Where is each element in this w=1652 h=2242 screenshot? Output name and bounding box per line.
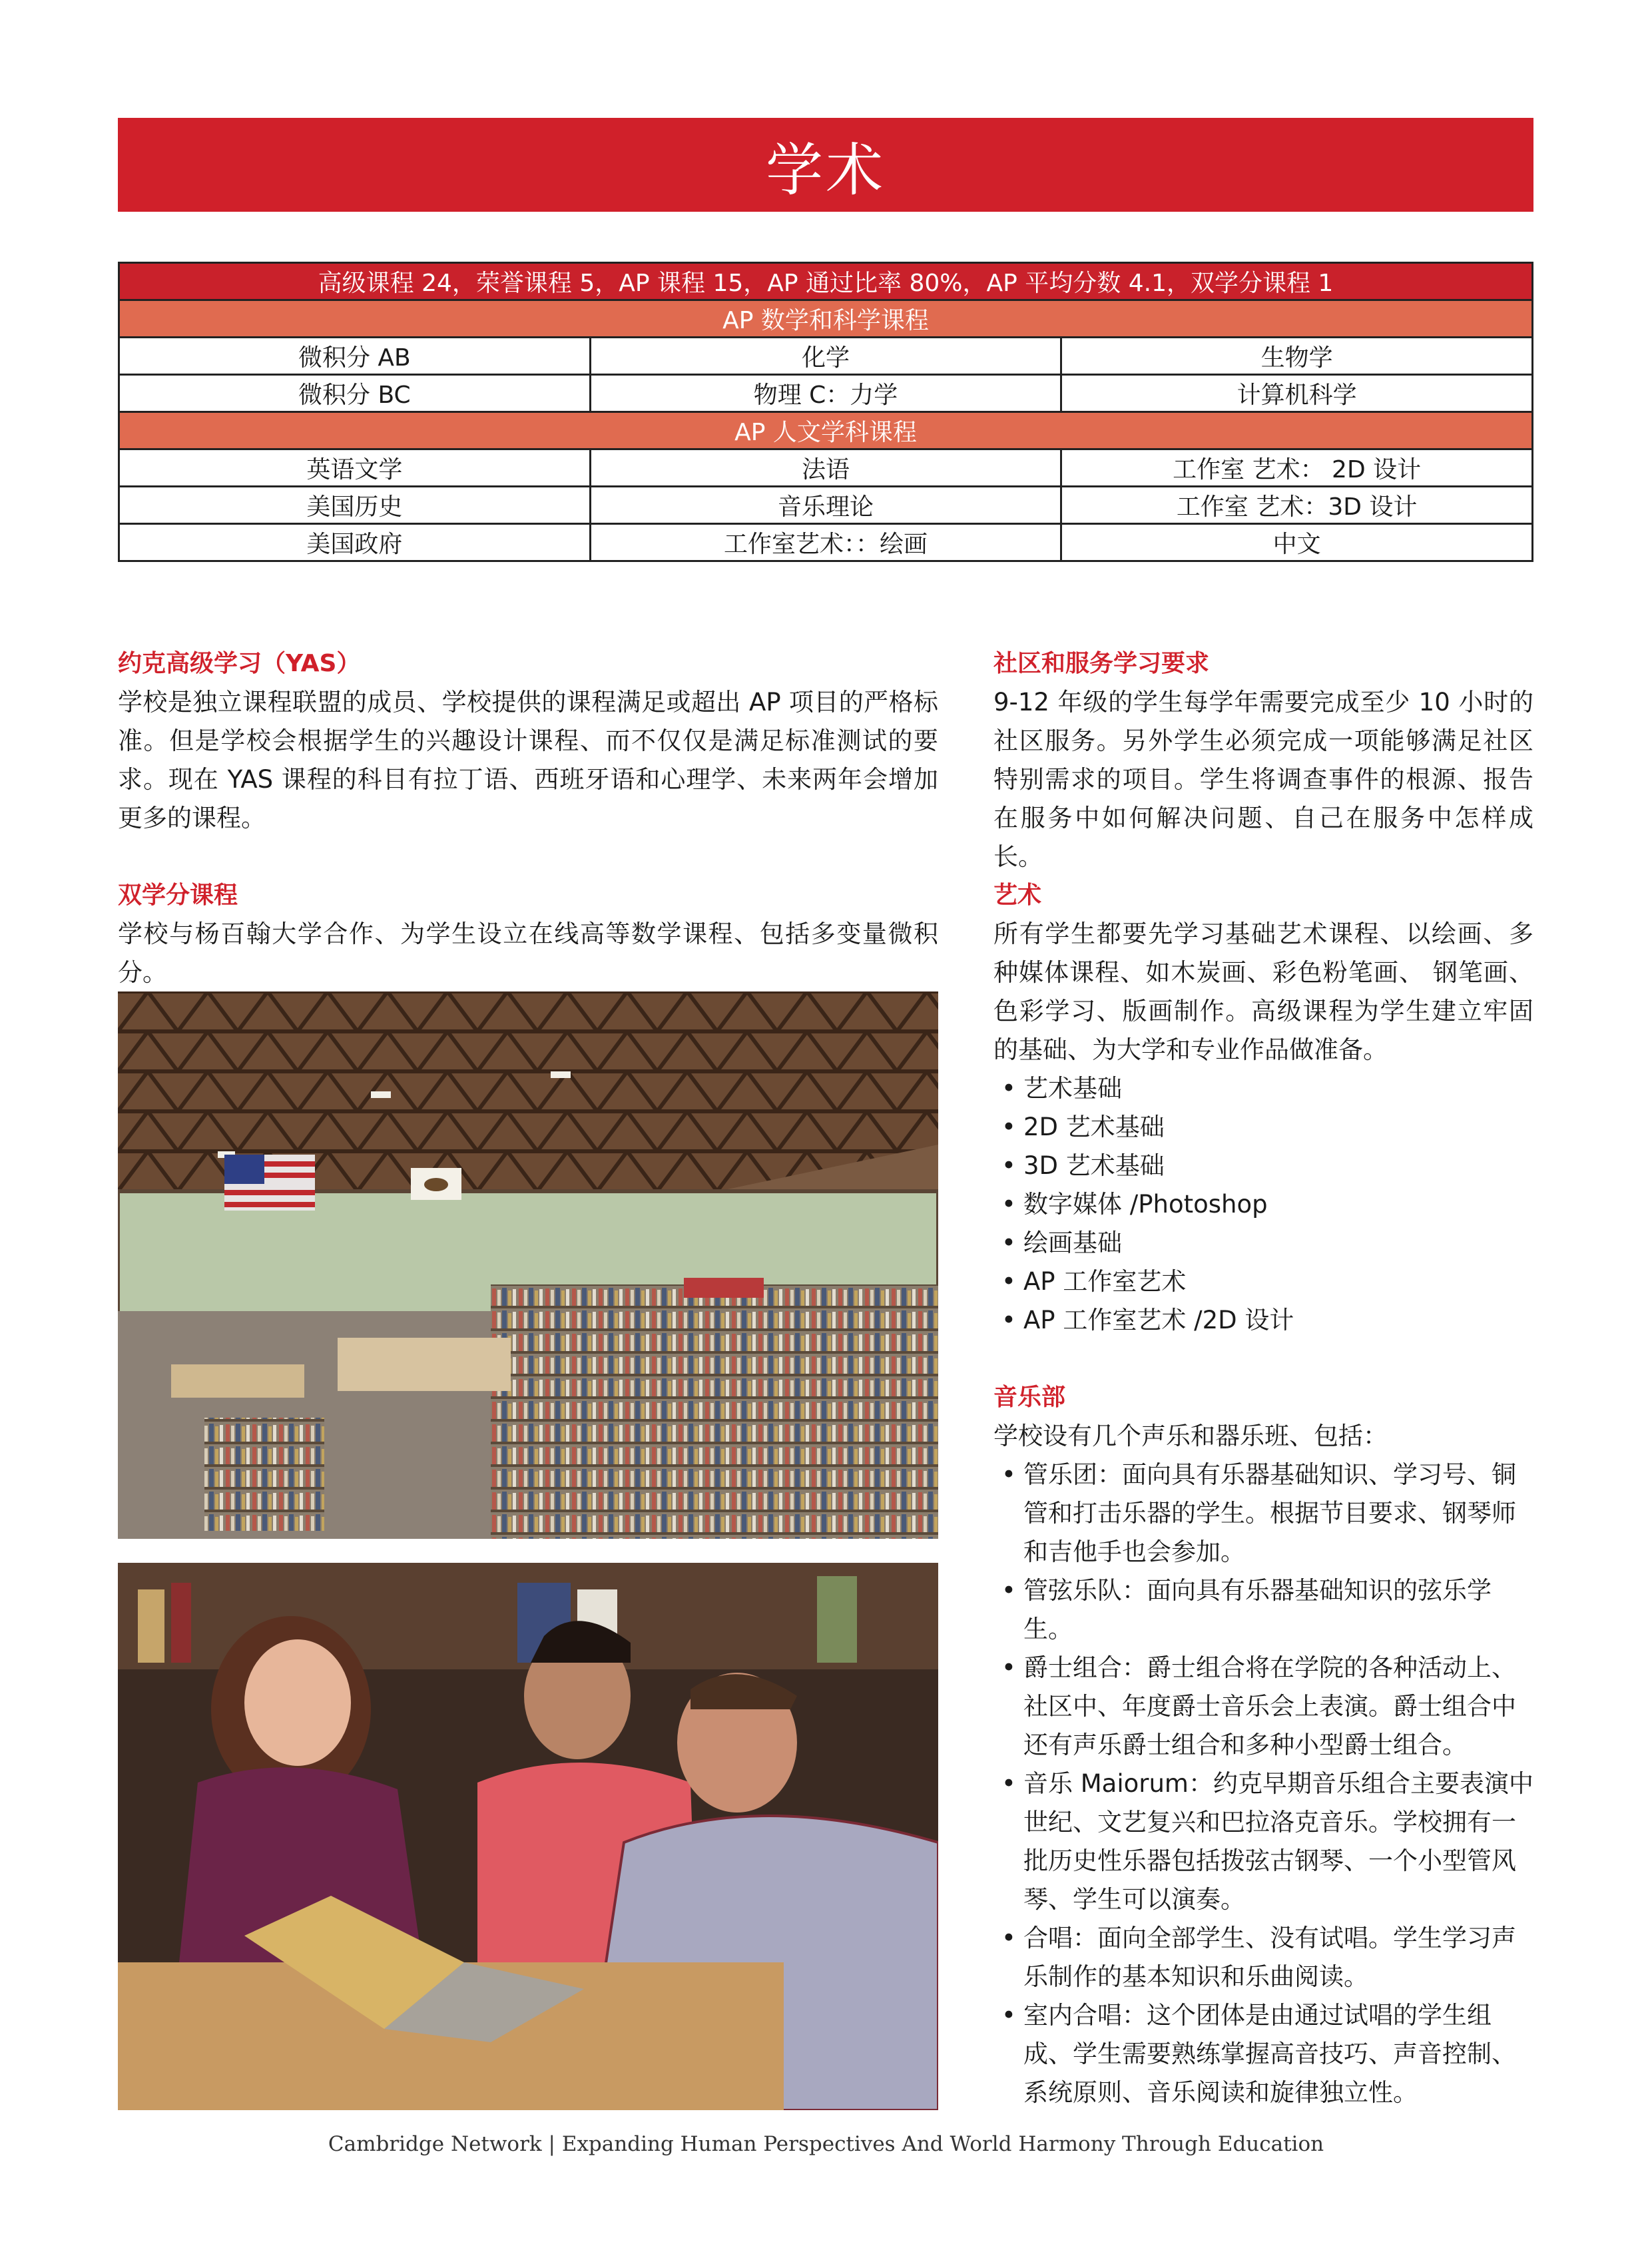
- arts-list: [993, 1069, 1533, 1340]
- table-section-row: [119, 300, 1533, 338]
- list-item: • 管弦乐队：面向具有乐器基础知识的弦乐学生。: [993, 1571, 1533, 1649]
- table-cell: 微积分 BC: [119, 375, 591, 412]
- section-heading: AP 人文学科课程: [119, 412, 1533, 449]
- yas-heading: 约克高级学习（YAS）: [118, 650, 361, 677]
- table-cell: 美国历史: [119, 487, 591, 524]
- course-table: [118, 262, 1533, 562]
- table-cell: 物理 C：力学: [590, 375, 1061, 412]
- table-cell: 音乐理论: [590, 487, 1061, 524]
- table-cell: 计算机科学: [1061, 375, 1533, 412]
- dual-credit-heading: 双学分课程: [118, 882, 238, 909]
- list-item: • 绘画基础: [993, 1224, 1533, 1262]
- list-item: • 管乐团：面向具有乐器基础知识、学习号、铜管和打击乐器的学生。根据节目要求、钢琴师和吉他手也会参加。: [993, 1456, 1533, 1571]
- page-title: 学术: [118, 118, 1533, 212]
- table-section-row: [119, 412, 1533, 449]
- dual-credit-text: 学校与杨百翰大学合作、为学生设立在线高等数学课程、包括多变量微积分。: [118, 920, 938, 987]
- service-heading: 社区和服务学习要求: [993, 650, 1210, 677]
- right-column: [993, 645, 1533, 2112]
- music-list: [993, 1456, 1533, 2112]
- list-item: • 3D 艺术基础: [993, 1147, 1533, 1185]
- list-item: • 2D 艺术基础: [993, 1108, 1533, 1147]
- table-summary: 高级课程 24，荣誉课程 5，AP 课程 15，AP 通过比率 80%，AP 平均分数 4.1，双学分课程 1: [119, 263, 1533, 300]
- table-cell: 微积分 AB: [119, 338, 591, 375]
- service-text: 9-12 年级的学生每学年需要完成至少 10 小时的社区服务。另外学生必须完成一项能够满足社区特别需求的项目。学生将调查事件的根源、报告在服务中如何解决问题、自己在服务中怎样成长。: [993, 688, 1533, 871]
- students-photo: [118, 1563, 938, 2110]
- table-cell: 英语文学: [119, 449, 591, 487]
- table-cell: 美国政府: [119, 524, 591, 561]
- table-cell: 工作室 艺术：3D 设计: [1061, 487, 1533, 524]
- table-row: [119, 449, 1533, 487]
- table-cell: 中文: [1061, 524, 1533, 561]
- table-cell: 工作室 艺术： 2D 设计: [1061, 449, 1533, 487]
- list-item: • 音乐 Maiorum：约克早期音乐组合主要表演中世纪、文艺复兴和巴拉洛克音乐。学校拥有一批历史性乐器包括拨弦古钢琴、一个小型管风琴、学生可以演奏。: [993, 1765, 1533, 1919]
- arts-text: 所有学生都要先学习基础艺术课程、以绘画、多种媒体课程、如木炭画、彩色粉笔画、 钢笔画、色彩学习、版画制作。高级课程为学生建立牢固的基础、为大学和专业作品做准备。: [993, 920, 1533, 1064]
- music-heading: 音乐部: [993, 1384, 1066, 1411]
- table-cell: 化学: [590, 338, 1061, 375]
- table-summary-row: [119, 263, 1533, 300]
- list-item: • 数字媒体 /Photoshop: [993, 1185, 1533, 1224]
- arts-heading: 艺术: [993, 882, 1042, 909]
- table-row: [119, 487, 1533, 524]
- library-photo: [118, 991, 938, 1539]
- table-cell: 法语: [590, 449, 1061, 487]
- left-column: [118, 645, 938, 992]
- table-cell: 工作室艺术：：绘画: [590, 524, 1061, 561]
- table-row: [119, 375, 1533, 412]
- section-heading: AP 数学和科学课程: [119, 300, 1533, 338]
- table-row: [119, 338, 1533, 375]
- list-item: • AP 工作室艺术: [993, 1262, 1533, 1301]
- list-item: • 合唱：面向全部学生、没有试唱。学生学习声乐制作的基本知识和乐曲阅读。: [993, 1919, 1533, 1996]
- list-item: • 室内合唱：这个团体是由通过试唱的学生组成、学生需要熟练掌握高音技巧、声音控制、系统原则、音乐阅读和旋律独立性。: [993, 1996, 1533, 2112]
- list-item: • 爵士组合：爵士组合将在学院的各种活动上、社区中、年度爵士音乐会上表演。爵士组合中还有声乐爵士组合和多种小型爵士组合。: [993, 1649, 1533, 1765]
- yas-text: 学校是独立课程联盟的成员、学校提供的课程满足或超出 AP 项目的严格标准。但是学校会根据学生的兴趣设计课程、而不仅仅是满足标准测试的要求。现在 YAS 课程的科目有拉丁语、西班牙语和心理学、未来两年会增加更多的课程。: [118, 688, 938, 832]
- music-intro: 学校设有几个声乐和器乐班、包括：: [993, 1422, 1388, 1450]
- table-cell: 生物学: [1061, 338, 1533, 375]
- footer-tagline: Cambridge Network | Expanding Human Perspectives And World Harmony Through Education: [328, 2132, 1324, 2156]
- list-item: • 艺术基础: [993, 1069, 1533, 1108]
- table-row: [119, 524, 1533, 561]
- list-item: • AP 工作室艺术 /2D 设计: [993, 1301, 1533, 1340]
